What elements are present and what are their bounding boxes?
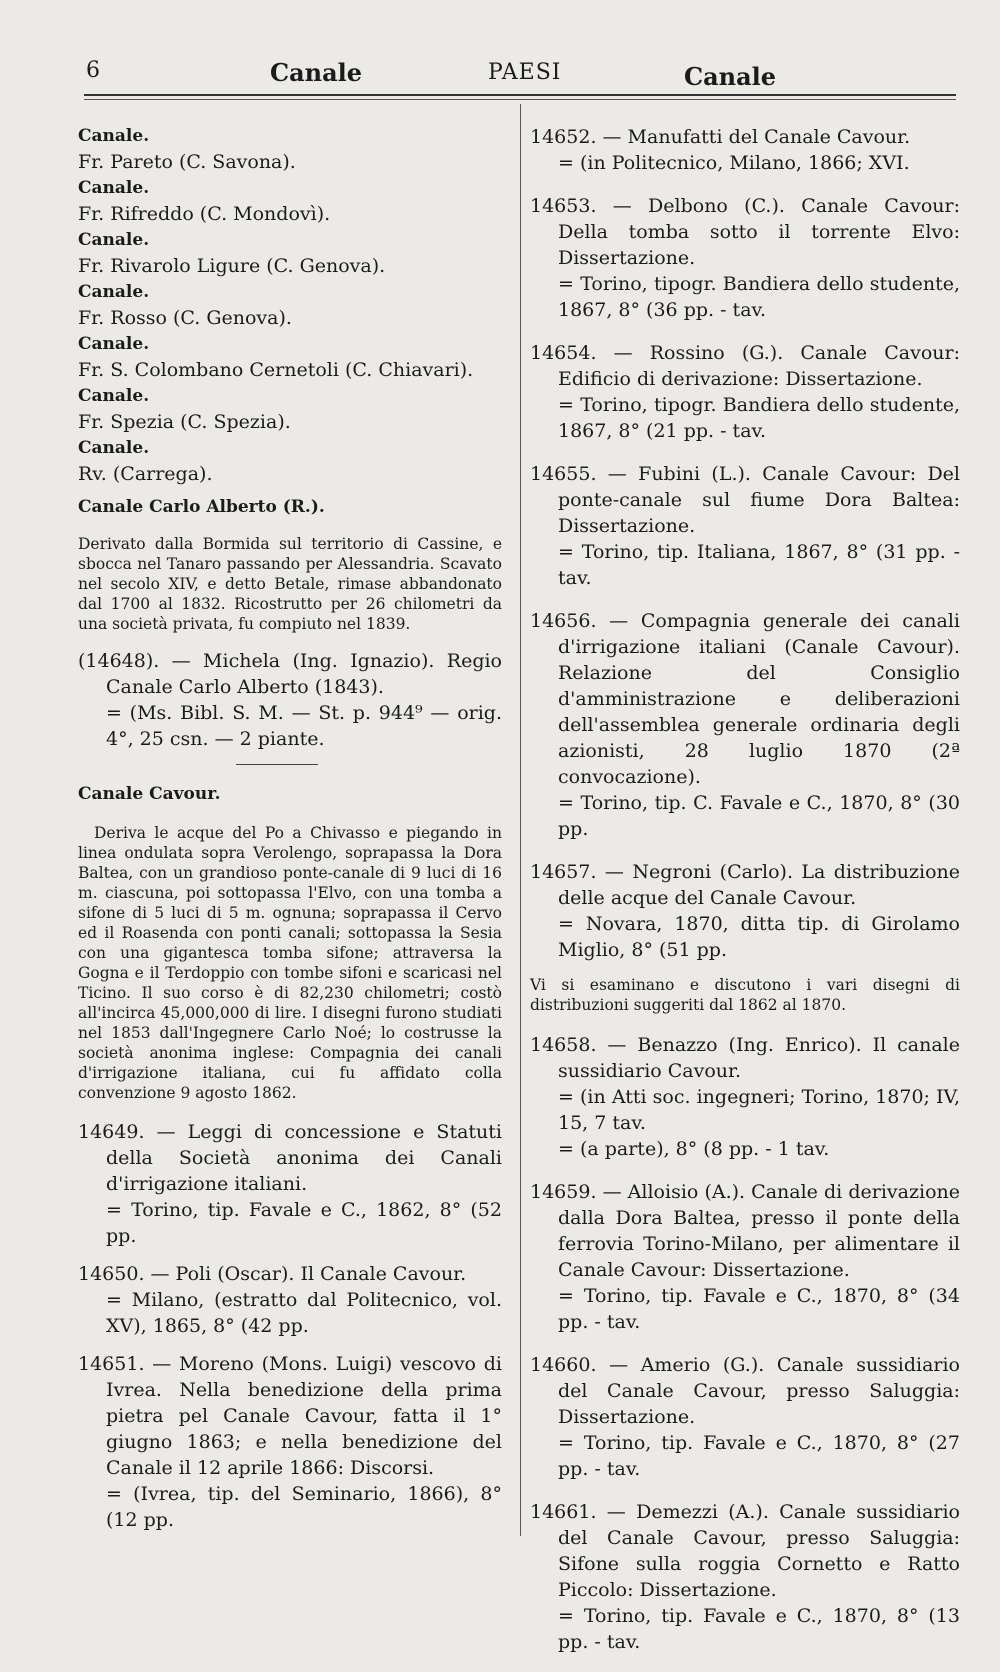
entry-14657: [530, 859, 960, 1015]
entry-text: 14650. — Poli (Oscar). Il Canale Cavour.: [78, 1263, 467, 1285]
section-title: PAESI: [488, 60, 562, 85]
place-detail: Fr. Rifreddo (C. Mondovì).: [78, 203, 331, 225]
entry-publication: = Torino, tip. Favale e C., 1862, 8° (52 pp.: [106, 1199, 502, 1247]
place-detail: Fr. Rivarolo Ligure (C. Genova).: [78, 255, 386, 277]
entry-publication: = Torino, tip. Favale e C., 1870, 8° (13 pp. - tav.: [558, 1605, 960, 1653]
entry-publication: = Novara, 1870, ditta tip. di Girolamo Miglio, 8° (51 pp.: [558, 913, 960, 961]
entry-14650: [78, 1261, 502, 1339]
entry-text: 14652. — Manufatti del Canale Cavour.: [530, 126, 911, 148]
place-detail: Fr. Rosso (C. Genova).: [78, 307, 292, 329]
place-detail: Fr. Pareto (C. Savona).: [78, 151, 296, 173]
place-name: Canale.: [78, 438, 150, 458]
entry-14648: [78, 648, 502, 752]
place-detail: Fr. S. Colombano Cernetoli (C. Chiavari).: [78, 359, 474, 381]
heading-carlo-alberto: Canale Carlo Alberto (R.).: [78, 497, 325, 517]
entry-publication: = Torino, tip. Favale e C., 1870, 8° (27 pp. - tav.: [558, 1432, 960, 1480]
entry-text: 14651. — Moreno (Mons. Luigi) vescovo di Ivrea. Nella benedizione della prima pietra pel Canale Cavour, fatta il 1° giugno 1863; e nella benedizione del Canale il 12 aprile 1866: Discorsi.: [78, 1353, 502, 1479]
entry-14651: [78, 1351, 502, 1533]
entry-text: 14660. — Amerio (G.). Canale sussidiario del Canale Cavour, presso Saluggia: Dissertazione.: [530, 1354, 960, 1428]
place-name: Canale.: [78, 126, 150, 146]
place-detail: Fr. Spezia (C. Spezia).: [78, 411, 291, 433]
entry-publication: = (Ms. Bibl. S. M. — St. p. 944⁹ — orig. 4°, 25 csn. — 2 piante.: [106, 702, 502, 750]
place-name: Canale.: [78, 178, 150, 198]
note-cavour: Deriva le acque del Po a Chivasso e piegando in linea ondulata sopra Verolengo, soprapassa la Dora Baltea, con un grandioso ponte-canale di 9 luci di 16 m. ciascuna, poi sottopassa l'Elvo, con una tomba a sifone di 5 luci di 5 m. ognuna; soprapassa il Cervo ed il Roasenda con ponti canali; sottopassa la Sesia con una gigantesca tomba sifone; attraversa la Gogna e il Terdoppio con tombe sifoni e scaricasi nel Ticino. Il suo corso è di 82,230 chilometri; costò all'incirca 45,000,000 di lire. I disegni furono studiati nel 1853 dall'Ingegnere Carlo Noé; lo costrusse la società anonima inglese: Compagnia dei canali d'irrigazione italiana, cui fu affidato colla convenzione 9 agosto 1862.: [78, 824, 502, 1102]
entry-text: 14655. — Fubini (L.). Canale Cavour: Del ponte-canale sul fiume Dora Baltea: Dissertazione.: [530, 463, 960, 537]
entry-14659: [530, 1179, 960, 1335]
entry-note: Vi si esaminano e discutono i vari disegni di distribuzioni suggeriti dal 1862 al 1870.: [530, 976, 960, 1014]
column-divider: [520, 104, 521, 1536]
entry-14652: [530, 124, 960, 176]
entry-14654: [530, 340, 960, 444]
note-carlo-alberto: Derivato dalla Bormida sul territorio di Cassine, e sbocca nel Tanaro passando per Alessandria. Scavato nel secolo XIV, e detto Betale, rimase abbandonato dal 1700 al 1832. Ricostrutto per 26 chilometri da una società privata, fu compiuto nel 1839.: [78, 535, 502, 633]
right-column: [530, 124, 960, 1672]
place-name: Canale.: [78, 334, 150, 354]
entry-14653: [530, 193, 960, 323]
entry-14649: [78, 1119, 502, 1249]
entry-publication: = Torino, tip. C. Favale e C., 1870, 8° (30 pp.: [558, 792, 960, 840]
entry-text: 14654. — Rossino (G.). Canale Cavour: Edificio di derivazione: Dissertazione.: [530, 342, 960, 390]
header-rule-thin: [84, 99, 956, 100]
place-name: Canale.: [78, 230, 150, 250]
place-name: Canale.: [78, 282, 150, 302]
entry-14658: [530, 1032, 960, 1162]
place-detail: Rv. (Carrega).: [78, 463, 213, 485]
entry-text: 14657. — Negroni (Carlo). La distribuzione delle acque del Canale Cavour.: [530, 861, 960, 909]
entry-publication: = (Ivrea, tip. del Seminario, 1866), 8° (12 pp.: [106, 1483, 502, 1531]
entry-text: 14649. — Leggi di concessione e Statuti della Società anonima dei Canali d'irrigazione italiani.: [78, 1121, 502, 1195]
entry-publication: = Torino, tip. Italiana, 1867, 8° (31 pp. - tav.: [558, 541, 960, 589]
entry-text: 14653. — Delbono (C.). Canale Cavour: Della tomba sotto il torrente Elvo: Dissertazione.: [530, 195, 960, 269]
header-rule: [84, 94, 956, 96]
entry-publication: = Torino, tipogr. Bandiera dello studente, 1867, 8° (21 pp. - tav.: [558, 394, 960, 442]
entry-14661: [530, 1499, 960, 1655]
entry-publication: = Torino, tipogr. Bandiera dello studente, 1867, 8° (36 pp. - tav.: [558, 273, 960, 321]
entry-publication: = Milano, (estratto dal Politecnico, vol. XV), 1865, 8° (42 pp.: [106, 1289, 502, 1337]
entry-text: 14658. — Benazzo (Ing. Enrico). Il canale sussidiario Cavour.: [530, 1034, 960, 1082]
entry-14655: [530, 461, 960, 591]
page-number: 6: [86, 58, 100, 83]
place-list: [78, 124, 502, 488]
entry-text: 14656. — Compagnia generale dei canali d'irrigazione italiani (Canale Cavour). Relazione del Consiglio d'amministrazione e deliberazioni dell'assemblea generale ordinaria degli azionisti, 28 luglio 1870 (2ª convocazione).: [530, 610, 960, 788]
entry-publication: = (in Politecnico, Milano, 1866; XVI.: [558, 152, 910, 174]
section-separator: [236, 764, 318, 765]
entry-text: (14648). — Michela (Ing. Ignazio). Regio Canale Carlo Alberto (1843).: [78, 650, 502, 698]
entry-publication-separate: = (a parte), 8° (8 pp. - 1 tav.: [558, 1138, 830, 1160]
entry-14660: [530, 1352, 960, 1482]
entry-text: 14661. — Demezzi (A.). Canale sussidiario del Canale Cavour, presso Saluggia: Sifone sulla roggia Cornetto e Ratto Piccolo: Dissertazione.: [530, 1501, 960, 1601]
entry-publication: = Torino, tip. Favale e C., 1870, 8° (34 pp. - tav.: [558, 1285, 960, 1333]
heading-cavour: Canale Cavour.: [78, 784, 221, 804]
left-column: [78, 124, 502, 1545]
running-title-right: Canale: [684, 62, 777, 91]
entry-text: 14659. — Alloisio (A.). Canale di derivazione dalla Dora Baltea, presso il ponte della ferrovia Torino-Milano, per alimentare il Canale Cavour: Dissertazione.: [530, 1181, 960, 1281]
place-name: Canale.: [78, 386, 150, 406]
running-title-left: Canale: [270, 58, 363, 87]
entry-publication: = (in Atti soc. ingegneri; Torino, 1870; IV, 15, 7 tav.: [558, 1086, 960, 1134]
entry-14656: [530, 608, 960, 842]
page-header: [0, 0, 1000, 105]
